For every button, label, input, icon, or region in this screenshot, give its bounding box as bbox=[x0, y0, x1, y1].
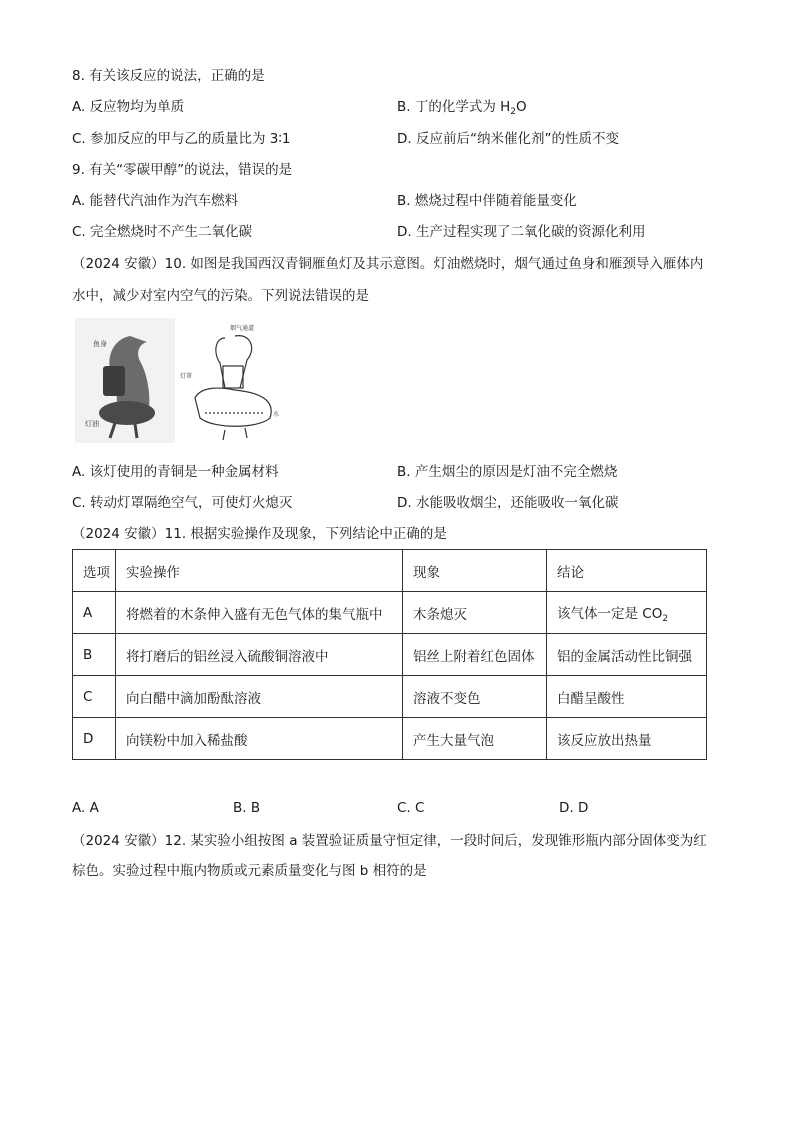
q10-option-a: A. 该灯使用的青铜是一种金属材料 bbox=[72, 464, 279, 480]
q8-option-d: D. 反应前后“纳米催化剂”的性质不变 bbox=[397, 131, 619, 147]
table-cell-operation: 向白醋中滴加酚酞溶液 bbox=[116, 676, 403, 718]
q10-option-d: D. 水能吸收烟尘，还能吸收一氧化碳 bbox=[397, 495, 619, 511]
lamp-photo-body bbox=[99, 401, 155, 425]
q11-answer-d: D. D bbox=[559, 800, 589, 816]
q8-option-b-subscript: 2 bbox=[510, 107, 517, 117]
q12-stem-line2: 棕色。实验过程中瓶内物质或元素质量变化与图 b 相符的是 bbox=[72, 863, 427, 879]
table-row bbox=[73, 592, 707, 634]
q8-option-c: C. 参加反应的甲与乙的质量比为 3∶1 bbox=[72, 131, 291, 147]
q10-stem-line2: 水中，减少对室内空气的污染。下列说法错误的是 bbox=[72, 288, 369, 304]
lamp-photo-label-oil: 灯油 bbox=[85, 420, 99, 428]
table-row bbox=[73, 634, 707, 676]
table-cell-option: A bbox=[73, 592, 116, 634]
table-cell-phenomenon: 溶液不变色 bbox=[403, 676, 547, 718]
lamp-photo-label-fish: 鱼身 bbox=[93, 340, 107, 348]
q8-option-a: A. 反应物均为单质 bbox=[72, 99, 185, 115]
table-row bbox=[73, 718, 707, 760]
conclusion-subscript: 2 bbox=[662, 613, 669, 624]
lamp-schematic-label-channel: 烟气通道 bbox=[230, 325, 255, 332]
q10-stem-line1: （2024 安徽）10. 如图是我国西汉青铜雁鱼灯及其示意图。灯油燃烧时，烟气通过鱼身和雁颈导入雁体内 bbox=[72, 256, 704, 272]
table-cell-conclusion: 白醋呈酸性 bbox=[547, 676, 707, 718]
table-cell-option: C bbox=[73, 676, 116, 718]
table-cell-operation: 将燃着的木条伸入盛有无色气体的集气瓶中 bbox=[116, 592, 403, 634]
table-cell-operation: 向镁粉中加入稀盐酸 bbox=[116, 718, 403, 760]
q11-experiment-table bbox=[72, 549, 707, 760]
table-header-conclusion: 结论 bbox=[547, 550, 707, 592]
q8-option-b bbox=[397, 97, 527, 122]
q9-option-c: C. 完全燃烧时不产生二氧化碳 bbox=[72, 224, 253, 240]
q9-stem: 9. 有关“零碳甲醇”的说法，错误的是 bbox=[72, 162, 293, 178]
q9-option-d: D. 生产过程实现了二氧化碳的资源化利用 bbox=[397, 224, 646, 240]
q9-option-a: A. 能替代汽油作为汽车燃料 bbox=[72, 193, 239, 209]
table-cell-option: D bbox=[73, 718, 116, 760]
q10-option-b: B. 产生烟尘的原因是灯油不完全燃烧 bbox=[397, 464, 618, 480]
q12-stem-line1: （2024 安徽）12. 某实验小组按图 a 装置验证质量守恒定律，一段时间后，发现锥形瓶内部分固体变为红 bbox=[72, 833, 707, 849]
lamp-schematic-label-water: 水 bbox=[273, 411, 280, 418]
q11-answer-a: A. A bbox=[72, 800, 99, 816]
table-row bbox=[73, 676, 707, 718]
table-header-row bbox=[73, 550, 707, 592]
q8-option-b-text-end: O bbox=[516, 99, 527, 115]
q8-stem: 8. 有关该反应的说法，正确的是 bbox=[72, 68, 265, 84]
table-cell-phenomenon: 木条熄灭 bbox=[403, 592, 547, 634]
q11-stem: （2024 安徽）11. 根据实验操作及现象，下列结论中正确的是 bbox=[72, 526, 447, 542]
table-cell-option: B bbox=[73, 634, 116, 676]
q10-option-c: C. 转动灯罩隔绝空气，可使灯火熄灭 bbox=[72, 495, 293, 511]
table-header-option: 选项 bbox=[73, 550, 116, 592]
q11-answer-c: C. C bbox=[397, 800, 425, 816]
table-header-operation: 实验操作 bbox=[116, 550, 403, 592]
lamp-photo-shade bbox=[103, 366, 125, 396]
goose-fish-lamp-figure bbox=[75, 318, 315, 443]
table-cell-conclusion: 该反应放出热量 bbox=[547, 718, 707, 760]
lamp-schematic-label-shade: 灯罩 bbox=[180, 373, 193, 380]
conclusion-text: 该气体一定是 CO bbox=[557, 605, 663, 622]
table-cell-phenomenon: 铝丝上附着红色固体 bbox=[403, 634, 547, 676]
table-cell-operation: 将打磨后的铝丝浸入硫酸铜溶液中 bbox=[116, 634, 403, 676]
table-cell-phenomenon: 产生大量气泡 bbox=[403, 718, 547, 760]
table-cell-conclusion: 铝的金属活动性比铜强 bbox=[547, 634, 707, 676]
table-cell-conclusion bbox=[547, 592, 707, 634]
lamp-schematic bbox=[195, 336, 271, 440]
q9-option-b: B. 燃烧过程中伴随着能量变化 bbox=[397, 193, 577, 209]
table-header-phenomenon: 现象 bbox=[403, 550, 547, 592]
q8-option-b-text: B. 丁的化学式为 H bbox=[397, 99, 511, 115]
q11-answer-b: B. B bbox=[233, 800, 261, 816]
